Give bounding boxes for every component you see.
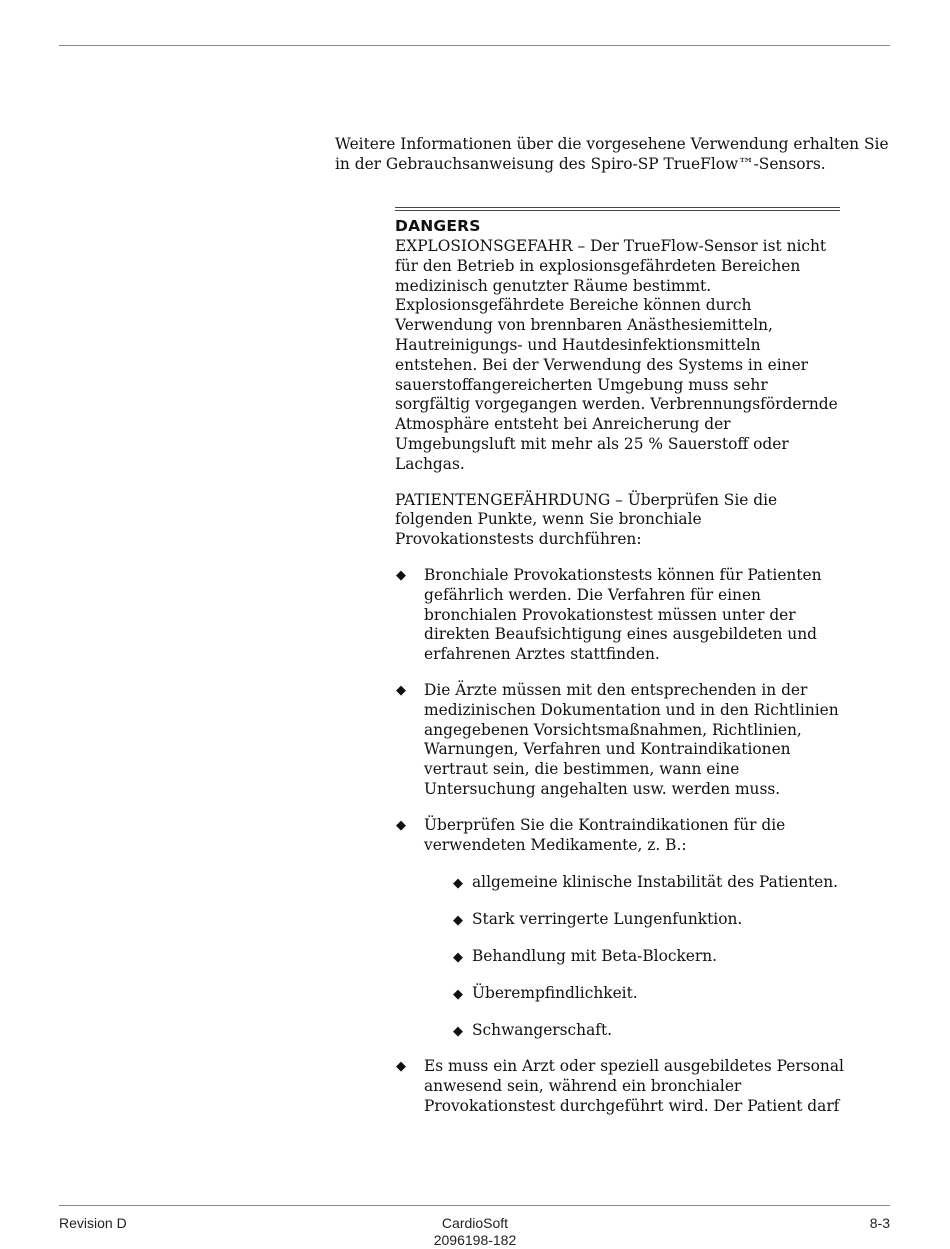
hazard-bullet-list	[395, 566, 855, 1117]
footer-product-name: CardioSoft	[441, 1215, 509, 1231]
intro-paragraph: Weitere Informationen über die vorgesehene Verwendung erhalten Sie in der Gebrauchsanweisung des Spiro-SP TrueFlow™-Sensors.	[335, 135, 889, 173]
patient-hazard-paragraph: PATIENTENGEFÄHRDUNG – Überprüfen Sie die folgenden Punkte, wenn Sie bronchiale Provokationstests durchführen:	[395, 490, 778, 549]
sub-list-item	[424, 1021, 855, 1042]
sub-bullet-text: Schwangerschaft.	[472, 1020, 613, 1039]
header-rule	[59, 45, 890, 46]
sub-bullet-text: Behandlung mit Beta-Blockern.	[472, 946, 718, 965]
bullet-text: Es muss ein Arzt oder speziell ausgebildetes Personal anwesend sein, während ein bronchialer Provokationstest durchgeführt wird. Der Patient darf	[424, 1057, 844, 1115]
diamond-bullet-icon: ◆	[453, 986, 463, 1002]
sub-list-item	[424, 910, 855, 931]
diamond-bullet-icon: ◆	[453, 876, 463, 892]
diamond-bullet-icon: ◆	[453, 949, 463, 965]
diamond-bullet-icon: ◆	[396, 1059, 406, 1075]
bullet-text: Überprüfen Sie die Kontraindikationen für die verwendeten Medikamente, z. B.:	[424, 815, 786, 854]
footer-revision: Revision D	[59, 1215, 127, 1231]
footer-part-number: 2096198-182	[433, 1232, 517, 1248]
diamond-bullet-icon: ◆	[453, 913, 463, 929]
sub-list-item	[424, 947, 855, 968]
bullet-text: Bronchiale Provokationstests können für Patienten gefährlich werden. Die Verfahren für einen bronchialen Provokationstest müssen unter der direkten Beaufsichtigung eines ausgebildeten und erfahrenen Arztes stattfinden.	[424, 565, 822, 664]
sub-bullet-text: Überempfindlichkeit.	[472, 983, 638, 1002]
footer-rule	[59, 1205, 890, 1206]
diamond-bullet-icon: ◆	[396, 682, 406, 698]
sub-bullet-text: allgemeine klinische Instabilität des Patienten.	[472, 873, 839, 892]
list-item	[395, 566, 855, 665]
page-number: 8-3	[869, 1215, 890, 1231]
diamond-bullet-icon: ◆	[396, 567, 406, 583]
list-item	[395, 816, 855, 1042]
contraindication-sub-list	[424, 873, 855, 1041]
sub-list-item	[424, 984, 855, 1005]
danger-double-rule	[395, 207, 840, 211]
footer-product	[375, 1215, 575, 1249]
sub-bullet-text: Stark verringerte Lungenfunktion.	[472, 910, 743, 929]
list-item	[395, 681, 855, 800]
danger-notice	[395, 207, 844, 1133]
list-item	[395, 1057, 855, 1116]
diamond-bullet-icon: ◆	[396, 817, 406, 833]
diamond-bullet-icon: ◆	[453, 1023, 463, 1039]
danger-title: DANGERS	[395, 217, 481, 235]
bullet-text: Die Ärzte müssen mit den entsprechenden in der medizinischen Dokumentation und in den Richtlinien angegebenen Vorsichtsmaßnahmen, Richtlinien, Warnungen, Verfahren und Kontraindikationen vertraut sein, die bestimmen, wann eine Untersuchung angehalten usw. werden muss.	[424, 680, 839, 798]
sub-list-item	[424, 873, 855, 894]
explosion-hazard-paragraph: EXPLOSIONSGEFAHR – Der TrueFlow-Sensor ist nicht für den Betrieb in explosionsgefährdeten Bereichen medizinisch genutzter Räume bestimmt. Explosionsgefährdete Bereiche können durch Verwendung von brennbaren Anästhesiemitteln, Hautreinigungs- und Hautdesinfektionsmitteln entstehen. Bei der Verwendung des Systems in einer sauerstoffangereicherten Umgebung muss sehr sorgfältig vorgegangen werden. Verbrennungsfördernde Atmosphäre entsteht bei Anreicherung der Umgebungsluft mit mehr als 25 % Sauerstoff oder Lachgas.	[395, 237, 838, 473]
